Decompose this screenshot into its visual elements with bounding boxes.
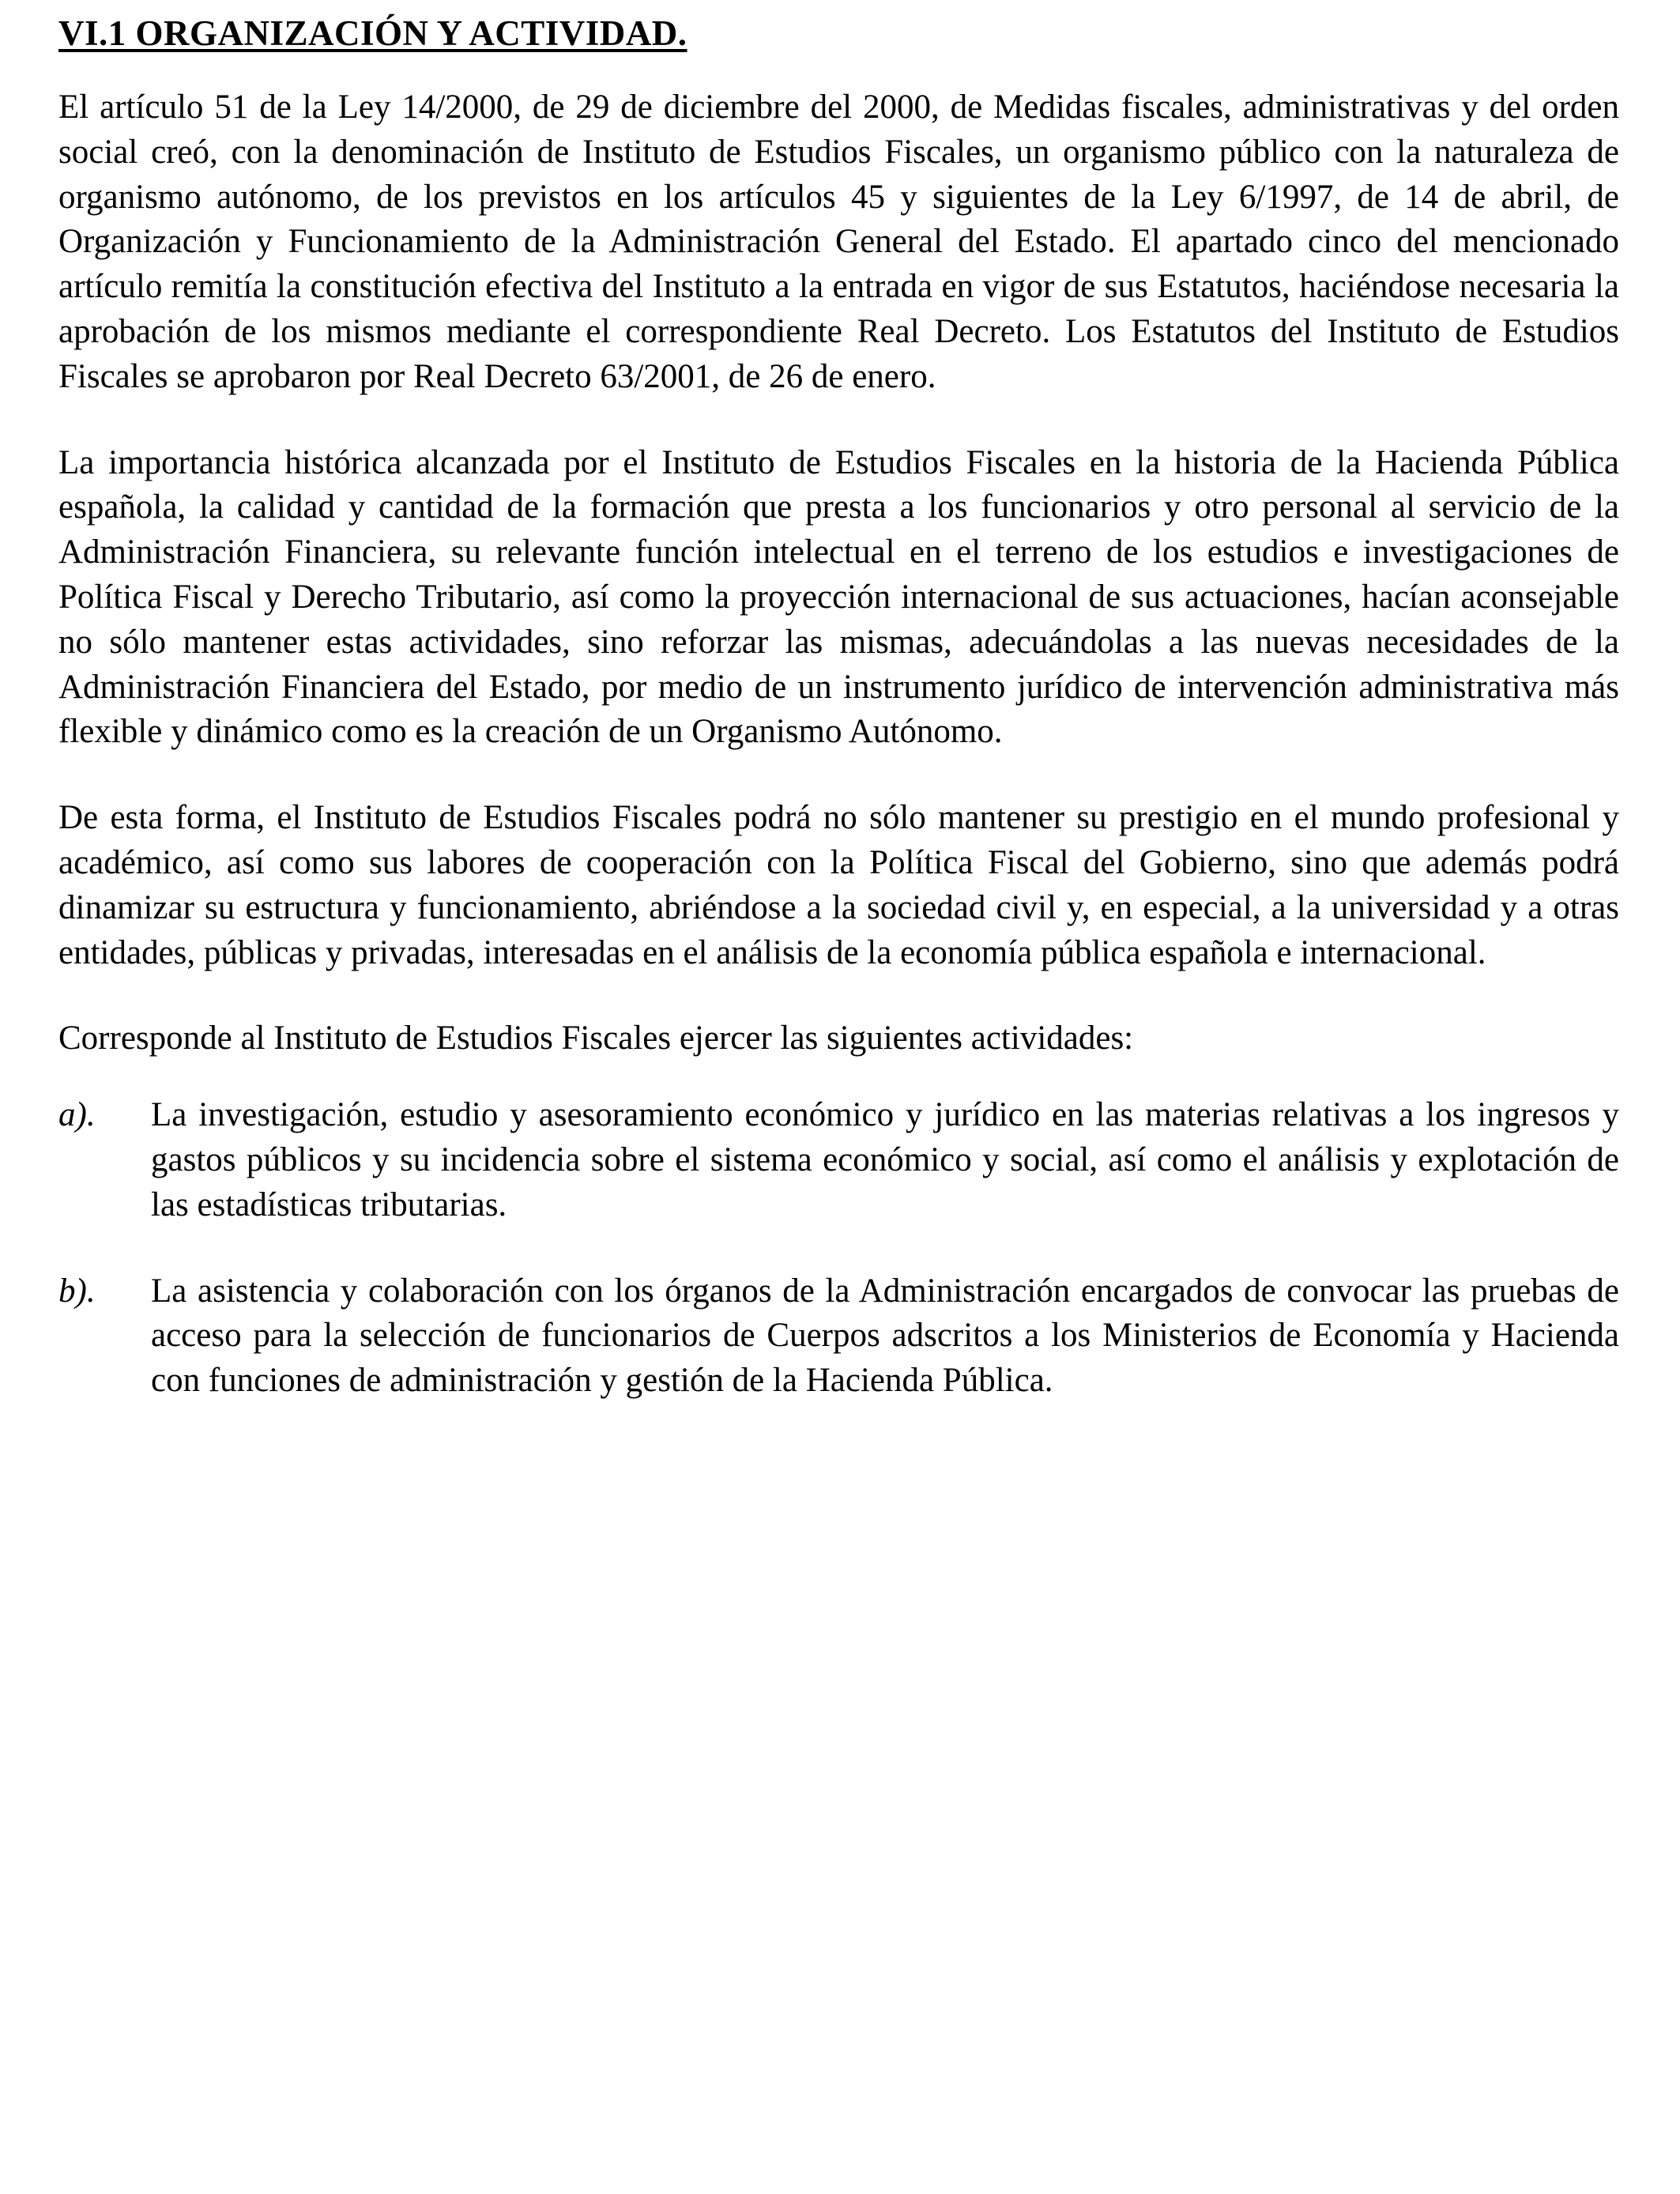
list-item-text: La investigación, estudio y asesoramiento económico y jurídico en las materias relativas a los ingresos y gastos públicos y su incidencia sobre el sistema económico y social, así como el análisis y explotación de las estadísticas tributarias. (151, 1096, 1619, 1223)
list-item-a (58, 1093, 1619, 1227)
list-item-b (58, 1269, 1619, 1404)
paragraph-historical-importance: La importancia histórica alcanzada por el Instituto de Estudios Fiscales en la historia de la Hacienda Pública española, la calidad y cantidad de la formación que presta a los funcionarios y otro personal al servicio de la Administración Financiera, su relevante función intelectual en el terreno de los estudios e investigaciones de Política Fiscal y Derecho Tributario, así como la proyección internacional de sus actuaciones, hacían aconsejable no sólo mantener estas actividades, sino reforzar las mismas, adecuándolas a las nuevas necesidades de la Administración Financiera del Estado, por medio de un instrumento jurídico de intervención administrativa más flexible y dinámico como es la creación de un Organismo Autónomo. (58, 443, 1619, 751)
paragraph-prestige: De esta forma, el Instituto de Estudios Fiscales podrá no sólo mantener su prestigio en el mundo profesional y académico, así como sus labores de cooperación con la Política Fiscal del Gobierno, sino que además podrá dinamizar su estructura y funcionamiento, abriéndose a la sociedad civil y, en especial, a la universidad y a otras entidades, públicas y privadas, interesadas en el análisis de la economía pública española e internacional. (58, 799, 1619, 971)
paragraph-creation-law: El artículo 51 de la Ley 14/2000, de 29 de diciembre del 2000, de Medidas fiscales, administrativas y del orden social creó, con la denominación de Instituto de Estudios Fiscales, un organismo público con la naturaleza de organismo autónomo, de los previstos en los artículos 45 y siguientes de la Ley 6/1997, de 14 de abril, de Organización y Funcionamiento de la Administración General del Estado. El apartado cinco del mencionado artículo remitía la constitución efectiva del Instituto a la entrada en vigor de sus Estatutos, haciéndose necesaria la aprobación de los mismos mediante el correspondiente Real Decreto. Los Estatutos del Instituto de Estudios Fiscales se aprobaron por Real Decreto 63/2001, de 26 de enero. (58, 89, 1619, 395)
section-heading: VI.1 ORGANIZACIÓN Y ACTIVIDAD. (58, 13, 687, 53)
paragraph-activities-intro: Corresponde al Instituto de Estudios Fiscales ejercer las siguientes actividades: (58, 1020, 1134, 1057)
list-marker: a). (58, 1096, 96, 1134)
document-page (58, 11, 1619, 1445)
list-item-text: La asistencia y colaboración con los órganos de la Administración encargados de convocar las pruebas de acceso para la selección de funcionarios de Cuerpos adscritos a los Ministerios de Economía y Hacienda con funciones de administración y gestión de la Hacienda Pública. (151, 1272, 1619, 1400)
list-marker: b). (58, 1272, 96, 1310)
